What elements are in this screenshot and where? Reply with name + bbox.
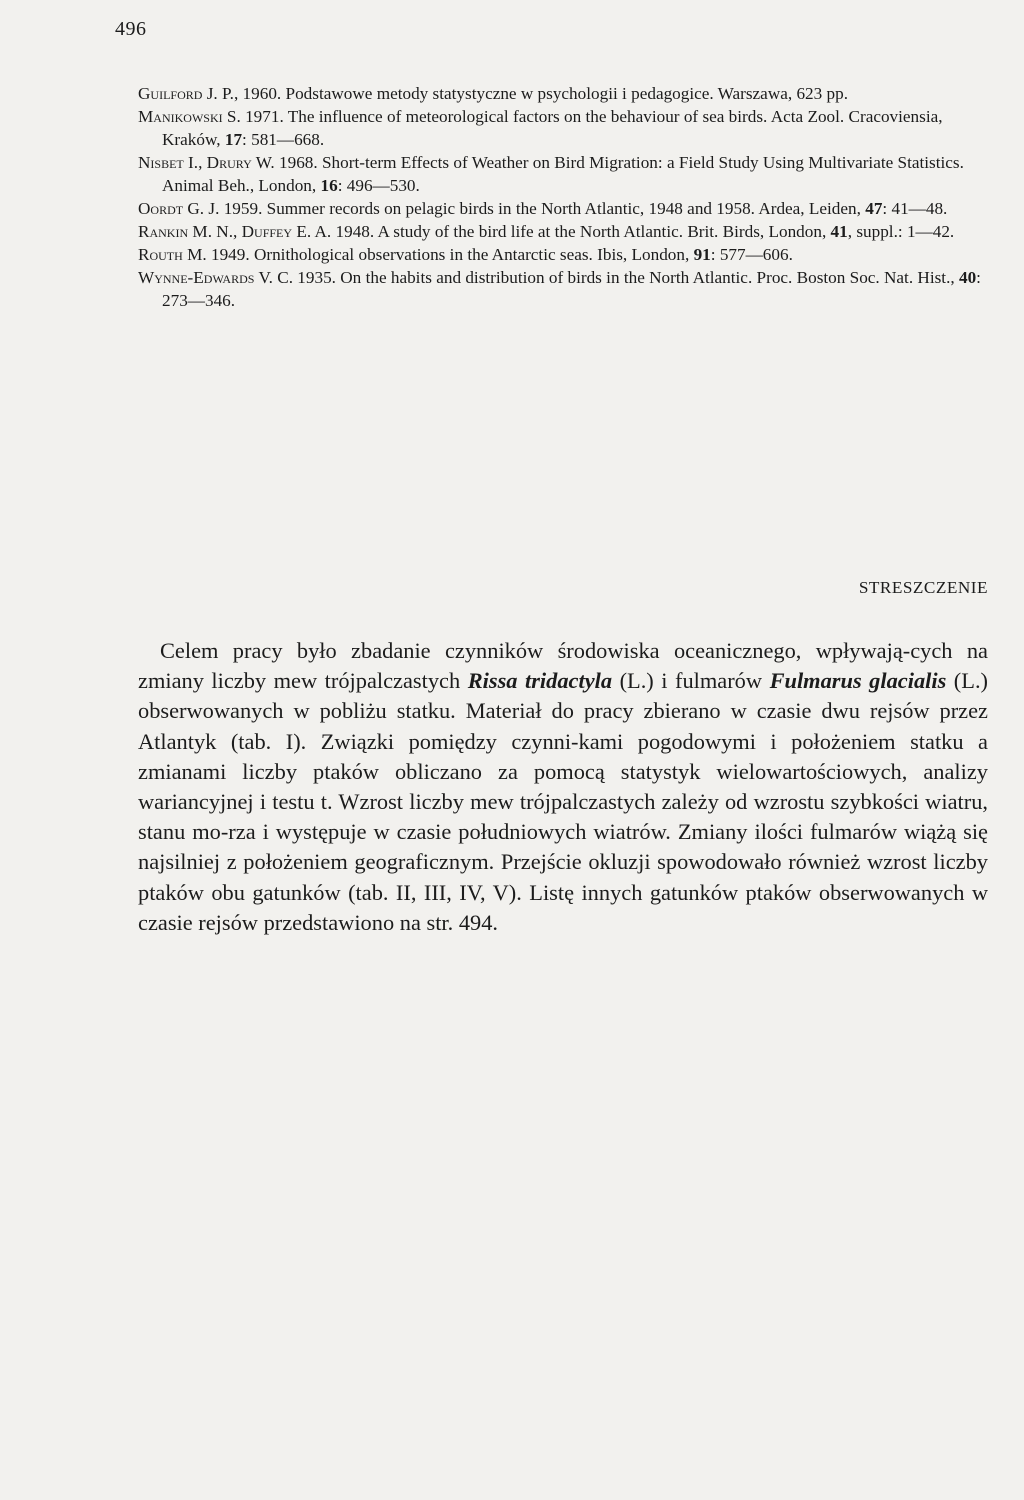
summary-heading: STRESZCZENIE <box>858 578 988 597</box>
reference-pages: , suppl.: 1—42. <box>847 222 955 241</box>
author-initials: M. N., <box>188 222 242 241</box>
author-surname: Wynne-Edwards <box>138 268 255 287</box>
reference-entry <box>138 243 990 266</box>
reference-text: 1971. The influence of meteorological factors on the behaviour of sea birds. Acta Zool. Cracoviensia, Kraków, <box>162 107 943 149</box>
author-surname: Routh <box>138 245 183 264</box>
reference-volume: 40 <box>958 268 977 287</box>
reference-entry <box>138 82 990 105</box>
reference-volume: 16 <box>320 176 338 195</box>
reference-volume: 17 <box>224 130 243 149</box>
reference-volume: 47 <box>865 199 883 218</box>
author-initials: W. <box>251 153 275 172</box>
reference-text: 1949. Ornithological observations in the Antarctic seas. Ibis, London, <box>206 245 694 264</box>
author-surname: Duffey <box>241 222 293 241</box>
reference-entry <box>138 105 990 151</box>
reference-entry <box>138 266 990 312</box>
species-name: Rissa tridactyla <box>467 668 613 694</box>
author-surname: Drury <box>206 153 252 172</box>
reference-text: 1959. Summer records on pelagic birds in the North Atlantic, 1948 and 1958. Ardea, Leiden, <box>219 199 866 218</box>
author-surname: Nisbet <box>138 153 184 172</box>
author-initials: V. C. <box>254 268 293 287</box>
reference-entry <box>138 220 990 243</box>
summary-paragraph <box>138 636 988 938</box>
reference-text: , 1960. Podstawowe metody statystyczne w psychologii i pedagogice. Warszawa, 623 pp. <box>233 84 849 103</box>
reference-list <box>138 82 990 312</box>
author-initials: S. <box>222 107 241 126</box>
reference-entry <box>138 197 990 220</box>
author-surname: Manikowski <box>138 107 223 126</box>
reference-pages: : 581—668. <box>242 130 325 149</box>
reference-text: 1948. A study of the bird life at the North Atlantic. Brit. Birds, London, <box>331 222 831 241</box>
reference-volume: 91 <box>693 245 711 264</box>
reference-pages: : 273—346. <box>162 268 981 310</box>
author-initials: E. A. <box>292 222 332 241</box>
reference-text: 1935. On the habits and distribution of birds in the North Atlantic. Proc. Boston Soc. Nat. Hist., <box>293 268 959 287</box>
author-initials: J. P. <box>202 84 234 103</box>
reference-pages: : 577—606. <box>710 245 793 264</box>
summary-text: (L.) obserwowanych w pobliżu statku. Materiał do pracy zbierano w czasie dwu rejsów przez Atlantyk (tab. I). Związki pomiędzy czynni-kami pogodowymi i położeniem statku a zmianami liczby ptaków obliczano za pomocą statystyk wielowartościowych, analizy wariancyjnej i testu t. Wzrost liczby mew trójpalczastych zależy od wzrostu szybkości wiatru, stanu mo-rza i występuje w czasie południowych wiatrów. Zmiany ilości fulmarów wiążą się najsilniej z położeniem geograficznym. Przejście okluzji spowodowało również wzrost liczby ptaków obu gatunków (tab. II, III, IV, V). Listę innych gatunków ptaków obserwowanych w czasie rejsów przedstawiono na str. 494. <box>138 668 988 935</box>
author-initials: I., <box>183 153 207 172</box>
summary-text: Celem pracy było zbadanie czynników środowiska oceanicznego, wpływają-cych na zmiany liczby mew trójpalczastych <box>138 638 988 694</box>
summary-text: (L.) i fulmarów <box>612 668 770 694</box>
reference-volume: 41 <box>830 222 848 241</box>
author-surname: Guilford <box>138 84 203 103</box>
author-initials: M. <box>182 245 207 264</box>
page-number: 496 <box>115 18 147 40</box>
reference-entry <box>138 151 990 197</box>
reference-pages: : 41—48. <box>882 199 948 218</box>
species-name: Fulmarus glacialis <box>769 668 947 694</box>
reference-pages: : 496—530. <box>337 176 420 195</box>
author-surname: Oordt <box>138 199 184 218</box>
author-initials: G. J. <box>183 199 220 218</box>
reference-text: 1968. Short-term Effects of Weather on Bird Migration: a Field Study Using Multivariate Statistics. Animal Beh., London, <box>162 153 964 195</box>
author-surname: Rankin <box>138 222 189 241</box>
